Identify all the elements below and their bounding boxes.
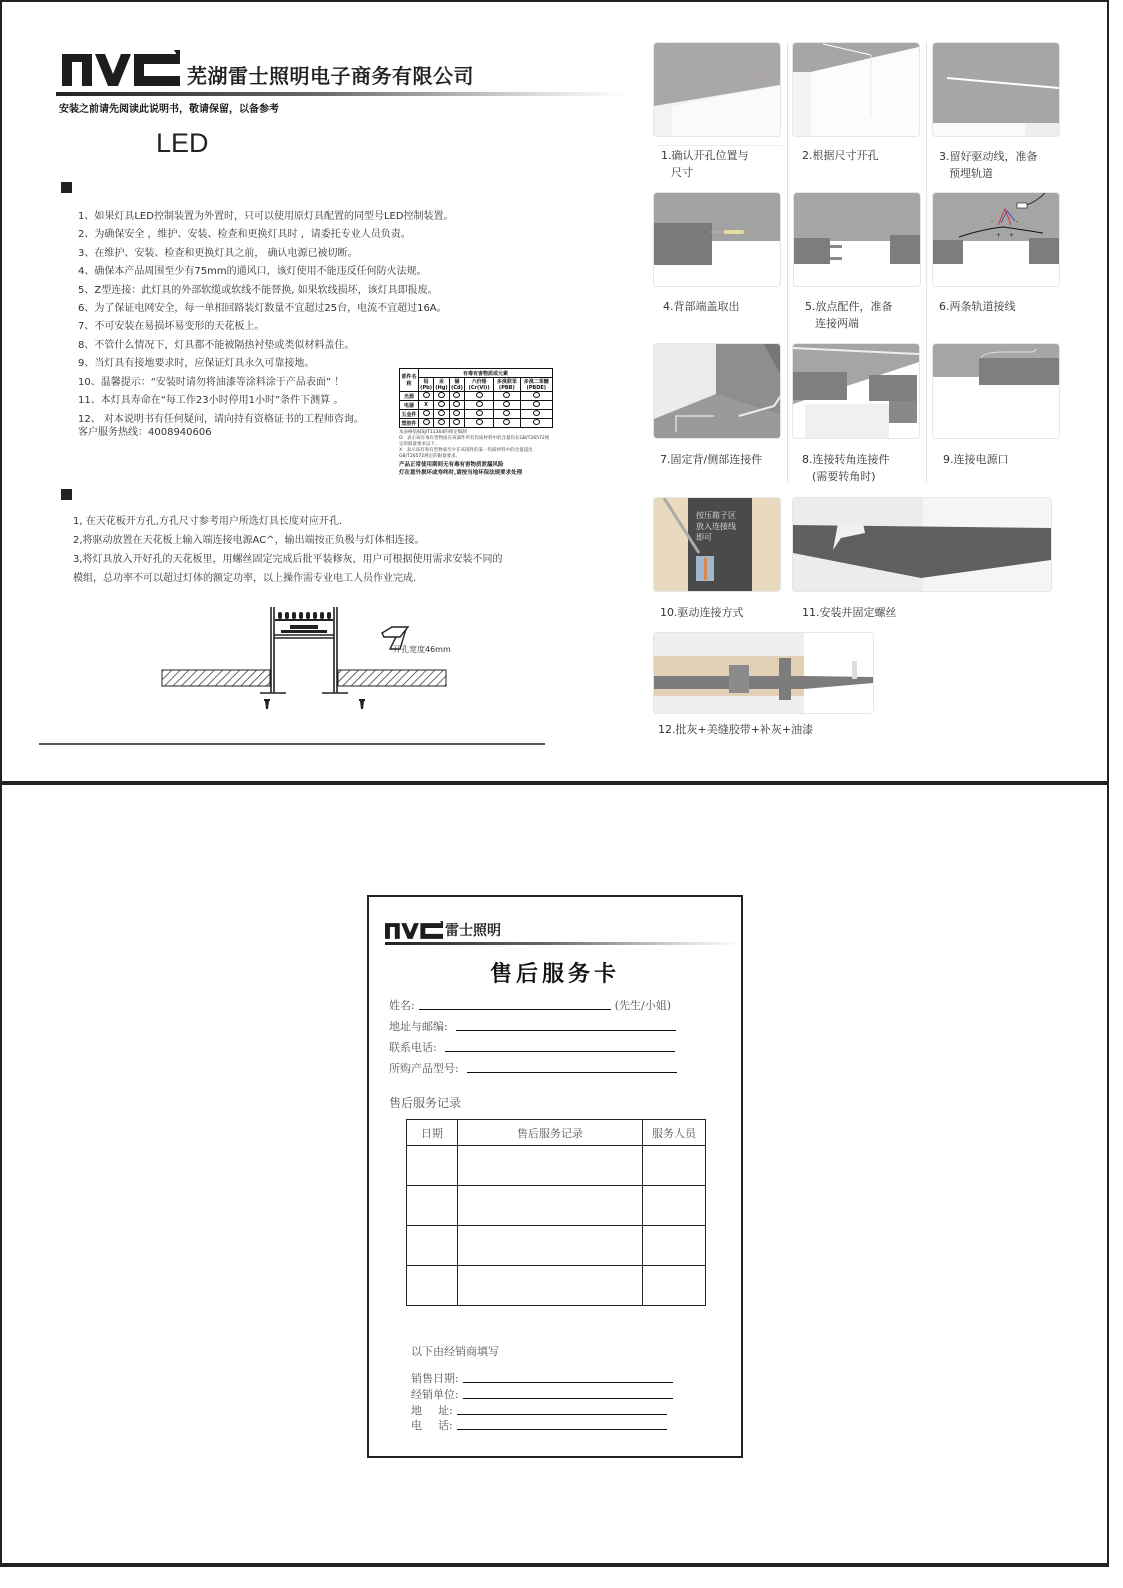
step-image-7 (653, 343, 781, 439)
compliant-circle-icon (476, 419, 483, 425)
name-input-line[interactable] (419, 1009, 611, 1010)
dealer-phone-field (411, 1419, 667, 1433)
ceiling-board-left (162, 670, 270, 686)
model-input-line[interactable] (467, 1072, 677, 1073)
hazard-cell (419, 419, 434, 428)
hazard-cell (520, 401, 552, 410)
hazard-cell (434, 419, 450, 428)
step-image-11 (792, 497, 1052, 592)
dealer-address-label: 地 (411, 1404, 422, 1417)
compliant-circle-icon (438, 419, 445, 425)
hazard-cell (465, 392, 494, 401)
note-item: 11、本灯具寿命在“每工作23小时停用1小时”条件下测算 。 (78, 395, 344, 407)
record-row (407, 1266, 706, 1306)
header-subtitle: 安装之前请先阅读此说明书，敬请保留，以备参考 (59, 104, 279, 115)
dealer-phone-label: 话: (438, 1419, 453, 1432)
hazard-part: 五金件 (401, 411, 417, 418)
caption-line: 1.确认开孔位置与 (661, 149, 749, 162)
note-item: 8、不管什么情况下，灯具都不能被隔热衬垫或类似材料盖住。 (78, 339, 355, 351)
step-image-1 (653, 42, 781, 137)
hazard-header-part: 部件名称 (400, 369, 419, 392)
header-divider (56, 92, 626, 96)
hazard-cell (494, 410, 520, 419)
name-suffix: (先生/小姐) (614, 999, 672, 1012)
hazard-cell (465, 410, 494, 419)
dealer-unit-label: 经销单位: (411, 1388, 459, 1401)
screws (264, 699, 365, 709)
step-image-3 (932, 42, 1060, 137)
compliant-circle-icon (503, 392, 510, 398)
hazard-substance-table (399, 368, 553, 477)
hazard-cell (494, 401, 520, 410)
sale-date-label: 销售日期: (411, 1372, 459, 1385)
record-content-cell[interactable] (458, 1146, 643, 1186)
cross-section-diagram (160, 605, 460, 715)
address-input-line[interactable] (456, 1030, 676, 1031)
hazard-row (400, 410, 553, 419)
hazard-col: 铅(Pb) (420, 379, 432, 391)
hazard-row (400, 401, 553, 410)
company-name: 芜湖雷士照明电子商务有限公司 (187, 64, 474, 88)
compliant-circle-icon (423, 419, 430, 425)
compliant-circle-icon (438, 392, 445, 398)
name-label: 姓名: (389, 999, 415, 1012)
hazard-col: 镉(Cd) (451, 379, 463, 391)
record-date-cell[interactable] (407, 1146, 458, 1186)
record-date-cell[interactable] (407, 1186, 458, 1226)
install-step: 1, 在天花板开方孔,方孔尺寸参考用户所选灯具长度对应开孔. (73, 516, 343, 527)
caption-line: 3.留好驱动线，准备 (939, 150, 1038, 163)
note-item: 12、 对本说明书有任何疑问，请向持有资格证书的工程师咨询。 (78, 414, 364, 426)
record-content-cell[interactable] (458, 1226, 643, 1266)
hazard-cell (520, 410, 552, 419)
address-label: 地址与邮编: (389, 1020, 448, 1033)
compliant-circle-icon (476, 401, 483, 407)
service-card (367, 895, 743, 1458)
step-caption-4 (663, 298, 740, 315)
card-title: 售后服务卡 (489, 962, 620, 987)
record-staff-cell[interactable] (643, 1266, 706, 1306)
overlay-line: 按压箱子区 (696, 511, 736, 520)
compliant-circle-icon (476, 410, 483, 416)
caption-line: 11.安装并固定螺丝 (802, 606, 897, 619)
phone-field (389, 1039, 675, 1055)
hazard-part: 光源 (400, 392, 419, 401)
hazard-cell (449, 401, 464, 410)
hazard-col: 汞(Hg) (435, 379, 448, 391)
hazard-cell (419, 392, 434, 401)
safety-notes (78, 208, 454, 439)
step-image-8 (792, 343, 920, 439)
hazard-header-group: 有毒有害物质或元素 (419, 369, 553, 378)
column-divider (926, 42, 927, 482)
note-item: 3、在维护、安装、检查和更换灯具之前， 确认电源已被切断。 (78, 247, 358, 259)
dealer-address-input-line[interactable] (457, 1414, 667, 1415)
card-brand-name: 雷士照明 (445, 923, 501, 939)
note-item: 7、不可安装在易损坏易变形的天花板上。 (78, 321, 265, 333)
caption-line: 6.两条轨道接线 (939, 300, 1016, 313)
dealer-phone-input-line[interactable] (457, 1429, 667, 1430)
caption-line: 尺寸 (671, 166, 693, 179)
step-image-12 (653, 632, 874, 714)
record-row (407, 1146, 706, 1186)
step-image-6 (932, 192, 1060, 287)
overlay-line: 放入连接线 (696, 522, 736, 531)
step-image-9 (932, 343, 1060, 439)
hazard-part: 塑胶件 (401, 420, 417, 427)
record-row (407, 1226, 706, 1266)
hazard-cell (449, 410, 464, 419)
dealer-unit-input-line[interactable] (463, 1398, 673, 1399)
address-field (389, 1018, 676, 1034)
col-header-record: 售后服务记录 (458, 1120, 643, 1146)
record-date-cell[interactable] (407, 1226, 458, 1266)
compliant-circle-icon (438, 410, 445, 416)
caption-line: 8.连接转角连接件 (802, 453, 890, 466)
compliant-circle-icon (453, 392, 460, 398)
hazard-cell (449, 419, 464, 428)
section-marker-install (61, 489, 72, 500)
compliant-circle-icon (503, 419, 510, 425)
hazard-cell (449, 392, 464, 401)
step-image-10 (653, 497, 781, 592)
hazard-cell (434, 392, 450, 401)
nvc-logo (62, 46, 180, 86)
step-caption-6 (939, 298, 1016, 315)
service-record-table (406, 1119, 706, 1306)
compliant-circle-icon (503, 410, 510, 416)
hazard-cell: X (419, 401, 434, 410)
hazard-cell (520, 392, 552, 401)
compliant-circle-icon (476, 392, 483, 398)
overlay-line: 即可 (696, 533, 712, 542)
note-item: 9、当灯具有接地要求时，应保证灯具永久可靠接地。 (78, 358, 315, 370)
caption-line: 10.驱动连接方式 (660, 606, 744, 619)
compliant-circle-icon (533, 392, 540, 398)
note-item: 2、为确保安全 ，维护、安装、检查和更换灯具时 ，请委托专业人员负责。 (78, 229, 411, 241)
hazard-note-standard: 本表格依据SJ/T11364的规定编制 (399, 430, 467, 435)
compliant-circle-icon (533, 410, 540, 416)
record-staff-cell[interactable] (643, 1226, 706, 1266)
nvc-logo-icon (62, 46, 180, 86)
hazard-warning-1: 产品正常使用期间无有毒有害物质泄漏风险 (399, 462, 504, 468)
hazard-row (400, 419, 553, 428)
ceiling-board-right (338, 670, 446, 686)
compliant-circle-icon (438, 401, 445, 407)
hazard-cell (434, 401, 450, 410)
product-title: LED (156, 128, 209, 158)
hazard-note-o: O：表示该有毒有害物质在该部件所有均质材料中的含量均在GB/T26572规定的限量要求以下。 (399, 436, 550, 447)
install-step: 3,将灯具放入开好孔的天花板里，用螺丝固定完成后批平装修灰，用户可根据使用需求安装不同的 (73, 554, 503, 565)
record-row (407, 1186, 706, 1226)
step-caption-11 (802, 604, 897, 621)
step-caption-10 (660, 604, 744, 621)
step-image-2 (792, 42, 920, 137)
bottom-rule (39, 743, 545, 745)
caption-line: 12.批灰+美缝胶带+补灰+油漆 (658, 723, 814, 736)
compliant-circle-icon (503, 401, 510, 407)
step10-overlay-text (696, 510, 736, 543)
model-field (389, 1060, 677, 1076)
step-caption-1 (661, 147, 749, 181)
name-field (389, 997, 671, 1013)
step-image-5 (793, 192, 921, 287)
section-marker-notes (61, 182, 72, 193)
record-content-cell[interactable] (458, 1266, 643, 1306)
record-staff-cell[interactable] (643, 1146, 706, 1186)
step-caption-5 (805, 298, 893, 332)
note-item: 4、确保本产品周围至少有75mm的通风口，该灯使用不能违反任何防火法规。 (78, 266, 427, 278)
dealer-title: 以下由经销商填写 (411, 1345, 499, 1358)
step-caption-7 (660, 451, 762, 468)
note-item: 1、如果灯具LED控制装置为外置时，只可以使用原灯具配置的同型号LED控制装置。 (78, 211, 454, 222)
compliant-circle-icon (423, 392, 430, 398)
dealer-phone-label: 电 (411, 1419, 422, 1432)
col-header-date: 日期 (407, 1120, 458, 1146)
compliant-circle-icon (453, 401, 460, 407)
hazard-cell (494, 392, 520, 401)
hazard-col: 六价铬(Cr(VI)) (465, 378, 494, 392)
step-caption-9 (943, 451, 1009, 468)
hazard-warning-2: 灯在意外损坏或寿终时,请按当地环保法规要求处理 (399, 470, 523, 476)
hazard-cell (419, 410, 434, 419)
caption-line: 预埋轨道 (949, 167, 993, 180)
svg-text:-: - (991, 218, 994, 225)
caption-divider (658, 145, 783, 146)
compliant-circle-icon (453, 419, 460, 425)
record-title: 售后服务记录 (389, 1096, 462, 1110)
heat-sink-fins (275, 612, 333, 633)
column-divider (787, 42, 788, 482)
step-caption-2 (802, 147, 879, 164)
note-item: 10、温馨提示：“安装时请勿将油漆等涂料涂于产品表面” ！ (78, 376, 345, 388)
compliant-circle-icon (423, 410, 430, 416)
caption-line: 2.根据尺寸开孔 (802, 149, 879, 162)
hazard-note-x: X：表示该有毒有害物质至少在该部件的某一均质材料中的含量超出GB/T26572规定的限量要求。 (399, 448, 533, 459)
phone-input-line[interactable] (445, 1051, 675, 1052)
hazard-cell (465, 419, 494, 428)
install-step: 模组，总功率不可以超过灯体的额定功率，以上操作需专业电工人员作业完成. (73, 573, 417, 584)
hazard-cell (465, 401, 494, 410)
hazard-col: 多溴二苯醚(PBDE) (520, 378, 552, 392)
model-label: 所购产品型号: (389, 1062, 459, 1075)
caption-line: 7.固定背/侧部连接件 (660, 453, 763, 466)
cutout-width-label: 开孔宽度46mm (393, 645, 451, 654)
dealer-unit-field (411, 1388, 673, 1402)
hazard-row (400, 392, 553, 401)
record-staff-cell[interactable] (643, 1186, 706, 1226)
phone-label: 联系电话: (389, 1041, 437, 1054)
compliant-circle-icon (453, 410, 460, 416)
customer-hotline: 客户服务热线：4008940606 (78, 427, 212, 439)
svg-text:-: - (1016, 218, 1019, 225)
install-step: 2,将驱动放置在天花板上输入端连接电源AC^，输出端按正负极与灯体相连接。 (73, 535, 425, 546)
hazard-cell (434, 410, 450, 419)
caption-line: 5.放点配件，准备 (805, 300, 893, 313)
install-steps (73, 512, 503, 588)
step-caption-3 (939, 148, 1038, 182)
compliant-circle-icon (533, 401, 540, 407)
svg-text:+: + (1009, 232, 1015, 239)
step-caption-12 (658, 721, 813, 738)
svg-text:+: + (996, 232, 1002, 239)
card-logo (385, 919, 501, 939)
dealer-address-label: 址: (438, 1404, 453, 1417)
dealer-address-field (411, 1404, 667, 1418)
hazard-cell (494, 419, 520, 428)
col-header-staff: 服务人员 (643, 1120, 706, 1146)
nvc-logo-icon (385, 919, 443, 939)
record-content-cell[interactable] (458, 1186, 643, 1226)
sale-date-field (411, 1372, 673, 1386)
caption-line: (需要转角时) (812, 470, 876, 483)
record-date-cell[interactable] (407, 1266, 458, 1306)
card-divider (385, 942, 741, 945)
hazard-col: 多溴联苯(PBB) (494, 378, 520, 392)
caption-line: 连接两端 (815, 317, 859, 330)
caption-line: 9.连接电源口 (943, 453, 1009, 466)
caption-line: 4.背部端盖取出 (663, 300, 740, 313)
compliant-circle-icon (533, 419, 540, 425)
step-image-4 (653, 192, 781, 287)
note-item: 6、为了保证电网安全，每一单相回路装灯数量不宜超过25台，电流不宜超过16A。 (78, 303, 447, 315)
step-caption-8 (802, 451, 890, 485)
note-item: 5、Z型连接：此灯具的外部软缆或软线不能替换, 如果软线损坏，该灯具即报废。 (78, 284, 438, 296)
hazard-part: 电器 (400, 401, 419, 410)
hazard-cell (520, 419, 552, 428)
sale-date-input-line[interactable] (463, 1382, 673, 1383)
